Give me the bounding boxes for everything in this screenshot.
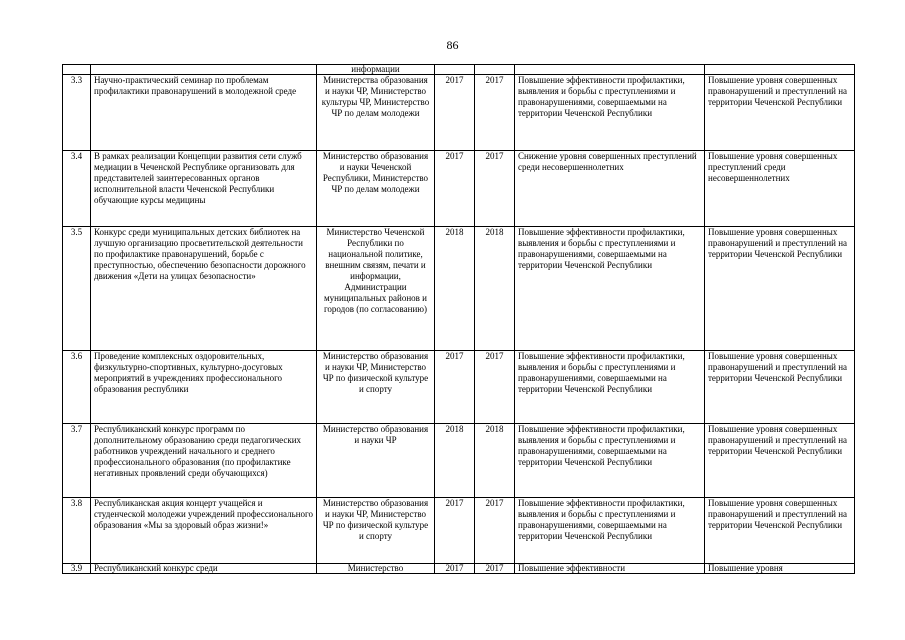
end-year: 2018 (475, 227, 515, 351)
indicator: Повышение уровня совершенных правонарушений и преступлений на территории Чеченской Республики (705, 75, 855, 151)
expected-result: Снижение уровня совершенных преступлений среди несовершеннолетних (515, 151, 705, 227)
executor: Министерство образования и науки ЧР, Министерство ЧР по физической культуре и спорту (317, 498, 435, 564)
expected-result: Повышение эффективности профилактики, выявления и борьбы с преступлениями и правонарушениями, совершаемыми на территории Чеченской Республики (515, 75, 705, 151)
end-year: 2017 (475, 75, 515, 151)
row-number: 3.8 (63, 498, 91, 564)
page-number: 86 (446, 38, 459, 52)
measure-name: Республиканский конкурс среди (91, 564, 317, 574)
expected-result: Повышение эффективности (515, 564, 705, 574)
row-number: 3.4 (63, 151, 91, 227)
measure-name: Проведение комплексных оздоровительных, физкультурно-спортивных, культурно-досуговых мероприятий в учреждениях профессионального образования республики (91, 351, 317, 424)
name-cell (91, 65, 317, 75)
end-year: 2018 (475, 424, 515, 498)
start-year: 2017 (435, 498, 475, 564)
start-year-cell (435, 65, 475, 75)
result-cell (515, 65, 705, 75)
executor: Министерство Чеченской Республики по национальной политике, внешним связям, печати и информации, Администрации муниципальных районов и городов (по согласованию) (317, 227, 435, 351)
table-row (63, 498, 855, 564)
expected-result: Повышение эффективности профилактики, выявления и борьбы с преступлениями и правонарушениями, совершаемыми на территории Чеченской Республики (515, 227, 705, 351)
row-number: 3.5 (63, 227, 91, 351)
table-row (63, 351, 855, 424)
executor: Министерство образования и науки ЧР, Министерство ЧР по физической культуре и спорту (317, 351, 435, 424)
end-year: 2017 (475, 564, 515, 574)
executor-cell: информации (317, 65, 435, 75)
start-year: 2018 (435, 424, 475, 498)
start-year: 2017 (435, 564, 475, 574)
table-row (63, 75, 855, 151)
measure-name: Республиканская акция концерт учащейся и студенческой молодежи учреждений профессионального образования «Мы за здоровый образ жизни!» (91, 498, 317, 564)
indicator: Повышение уровня (705, 564, 855, 574)
expected-result: Повышение эффективности профилактики, выявления и борьбы с преступлениями и правонарушениями, совершаемыми на территории Чеченской Республики (515, 498, 705, 564)
executor: Министерство образования и науки Чеченской Республики, Министерство ЧР по делам молодежи (317, 151, 435, 227)
measure-name: Республиканский конкурс программ по дополнительному образованию среди педагогических работников учреждений начального и среднего профессионального образования (по профилактике негативных проявлений среди обучающихся) (91, 424, 317, 498)
indicator: Повышение уровня совершенных правонарушений и преступлений на территории Чеченской Республики (705, 351, 855, 424)
end-year: 2017 (475, 351, 515, 424)
row-number: 3.7 (63, 424, 91, 498)
table-row (63, 227, 855, 351)
row-number: 3.9 (63, 564, 91, 574)
end-year: 2017 (475, 151, 515, 227)
measure-name: В рамках реализации Концепции развития сети служб медиации в Чеченской Республике организовать для представителей заинтересованных органов исполнительной власти Чеченской Республики обучающие курсы медицины (91, 151, 317, 227)
row-number: 3.6 (63, 351, 91, 424)
end-year-cell (475, 65, 515, 75)
start-year: 2017 (435, 351, 475, 424)
executor: Министерство образования и науки ЧР (317, 424, 435, 498)
table-row (63, 151, 855, 227)
table-row-top (63, 65, 855, 75)
measure-name: Конкурс среди муниципальных детских библиотек на лучшую организацию просветительской деятельности по профилактике правонарушений, борьбе с преступностью, обеспечению безопасности дорожного движения «Дети на улицах безопасности» (91, 227, 317, 351)
table-row (63, 564, 855, 574)
indicator-cell (705, 65, 855, 75)
num-cell (63, 65, 91, 75)
executor: Министерство (317, 564, 435, 574)
start-year: 2017 (435, 151, 475, 227)
indicator: Повышение уровня совершенных преступлений среди несовершеннолетних (705, 151, 855, 227)
indicator: Повышение уровня совершенных правонарушений и преступлений на территории Чеченской Республики (705, 424, 855, 498)
expected-result: Повышение эффективности профилактики, выявления и борьбы с преступлениями и правонарушениями, совершаемыми на территории Чеченской Республики (515, 351, 705, 424)
end-year: 2017 (475, 498, 515, 564)
start-year: 2018 (435, 227, 475, 351)
expected-result: Повышение эффективности профилактики, выявления и борьбы с преступлениями и правонарушениями, совершаемыми на территории Чеченской Республики (515, 424, 705, 498)
executor: Министерства образования и науки ЧР, Министерство культуры ЧР, Министерство ЧР по делам молодежи (317, 75, 435, 151)
row-number: 3.3 (63, 75, 91, 151)
table-row (63, 424, 855, 498)
measure-name: Научно-практический семинар по проблемам профилактики правонарушений в молодежной среде (91, 75, 317, 151)
measures-table (62, 64, 855, 574)
indicator: Повышение уровня совершенных правонарушений и преступлений на территории Чеченской Республики (705, 498, 855, 564)
indicator: Повышение уровня совершенных правонарушений и преступлений на территории Чеченской Республики (705, 227, 855, 351)
start-year: 2017 (435, 75, 475, 151)
